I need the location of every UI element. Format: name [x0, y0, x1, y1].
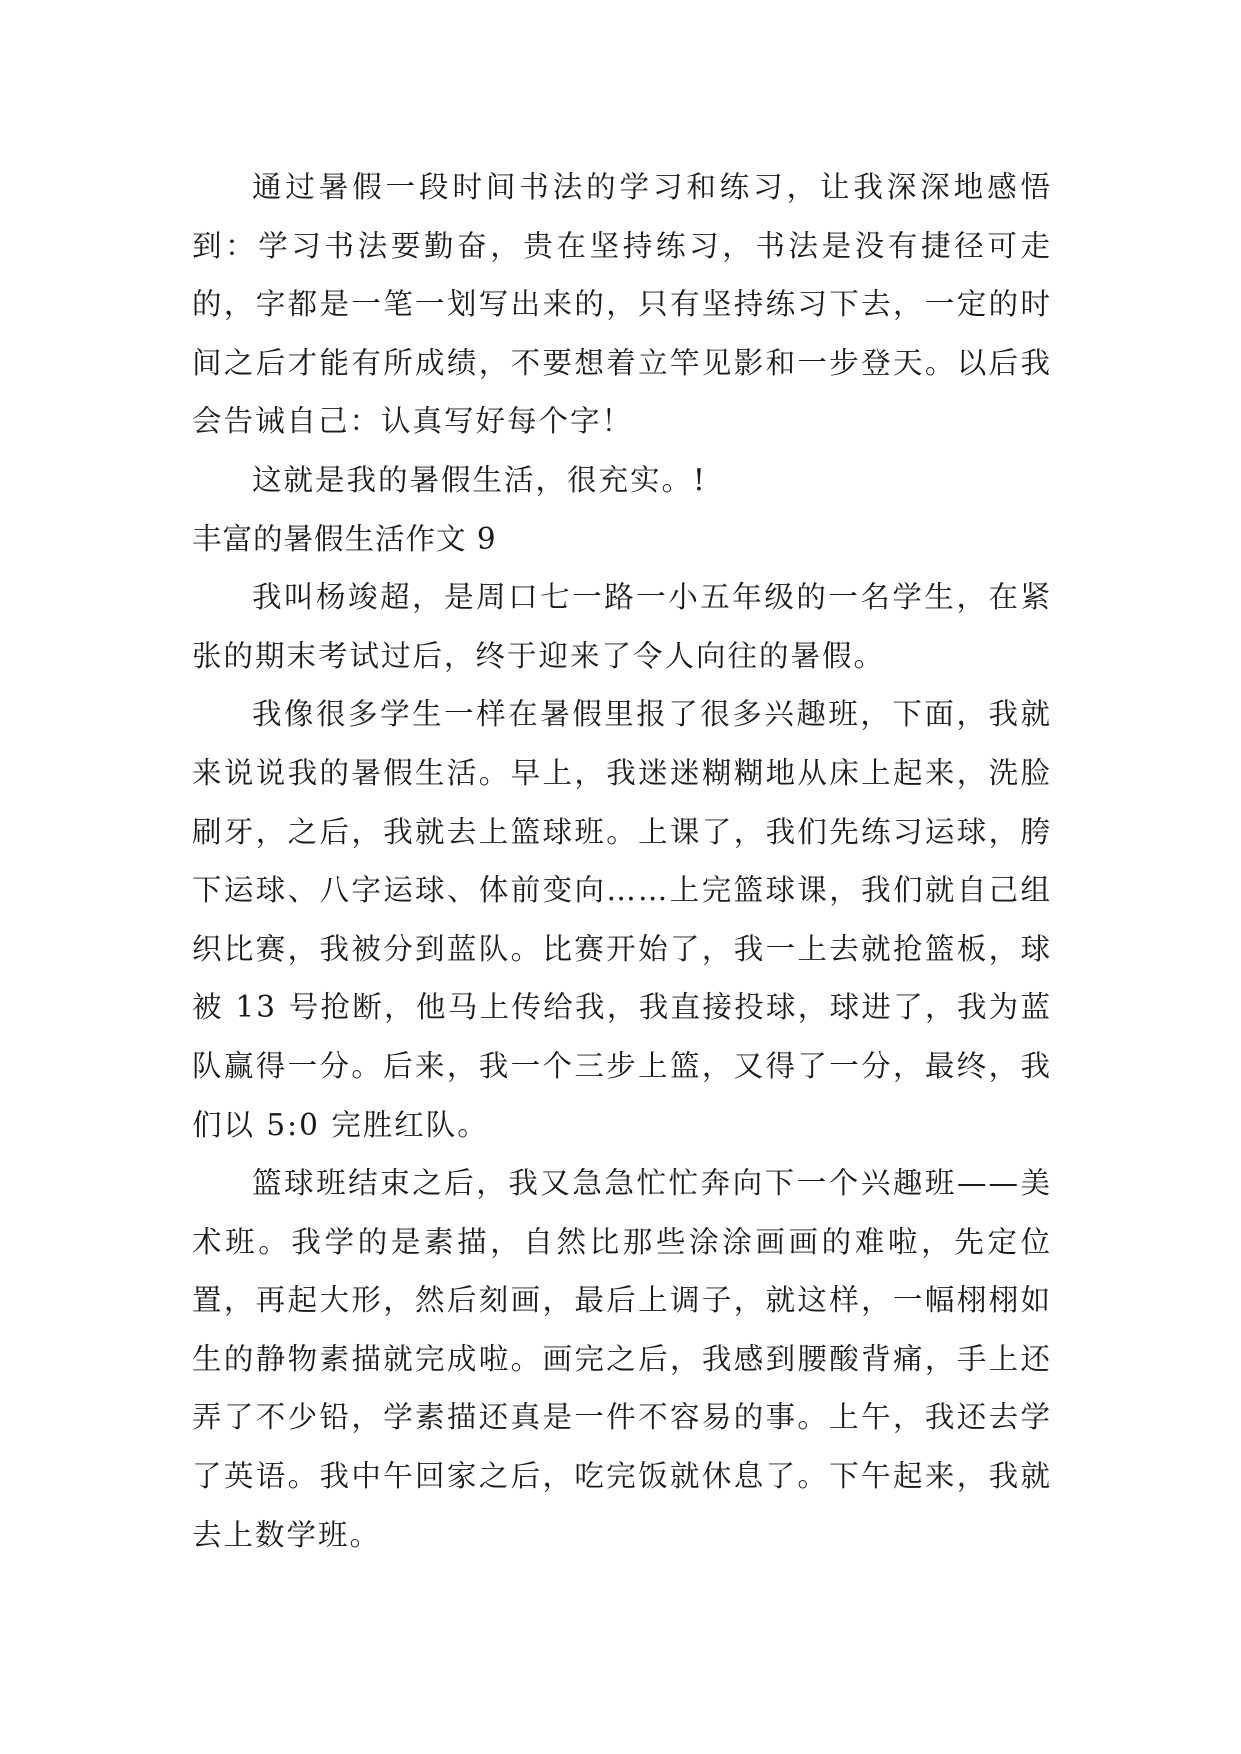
paragraph-calligraphy-reflection: 通过暑假一段时间书法的学习和练习，让我深深地感悟到：学习书法要勤奋，贵在坚持练习，书法是没有捷径可走的，字都是一笔一划写出来的，只有坚持练习下去，一定的时间之后才能有所成绩，不要想着立竿见影和一步登天。以后我会告诫自己：认真写好每个字！: [192, 170, 1052, 439]
paragraph-summer-summary: 这就是我的暑假生活，很充实。!: [252, 462, 707, 497]
paragraph-art-class: 篮球班结束之后，我又急急忙忙奔向下一个兴趣班——美术班。我学的是素描，自然比那些涂涂画画的难啦，先定位置，再起大形，然后刻画，最后上调子，就这样，一幅栩栩如生的静物素描就完成啦。画完之后，我感到腰酸背痛，手上还弄了不少铅，学素描还真是一件不容易的事。上午，我还去学了英语。我中午回家之后，吃完饭就休息了。下午起来，我就去上数学班。: [192, 1166, 1052, 1552]
section-title: 丰富的暑假生活作文 9: [192, 521, 497, 556]
document-body: [192, 158, 1052, 1564]
paragraph-introduction: 我叫杨竣超，是周口七一路一小五年级的一名学生，在紧张的期末考试过后，终于迎来了令人向往的暑假。: [192, 580, 1052, 673]
paragraph-basketball-class: 我像很多学生一样在暑假里报了很多兴趣班，下面，我就来说说我的暑假生活。早上，我迷迷糊糊地从床上起来，洗脸刷牙，之后，我就去上篮球班。上课了，我们先练习运球，胯下运球、八字运球、体前变向……上完篮球课，我们就自己组织比赛，我被分到蓝队。比赛开始了，我一上去就抢篮板，球被 13 号抢断，他马上传给我，我直接投球，球进了，我为蓝队赢得一分。后来，我一个三步上篮，又得了一分，最终，我们以 5:0 完胜红队。: [192, 697, 1052, 1142]
